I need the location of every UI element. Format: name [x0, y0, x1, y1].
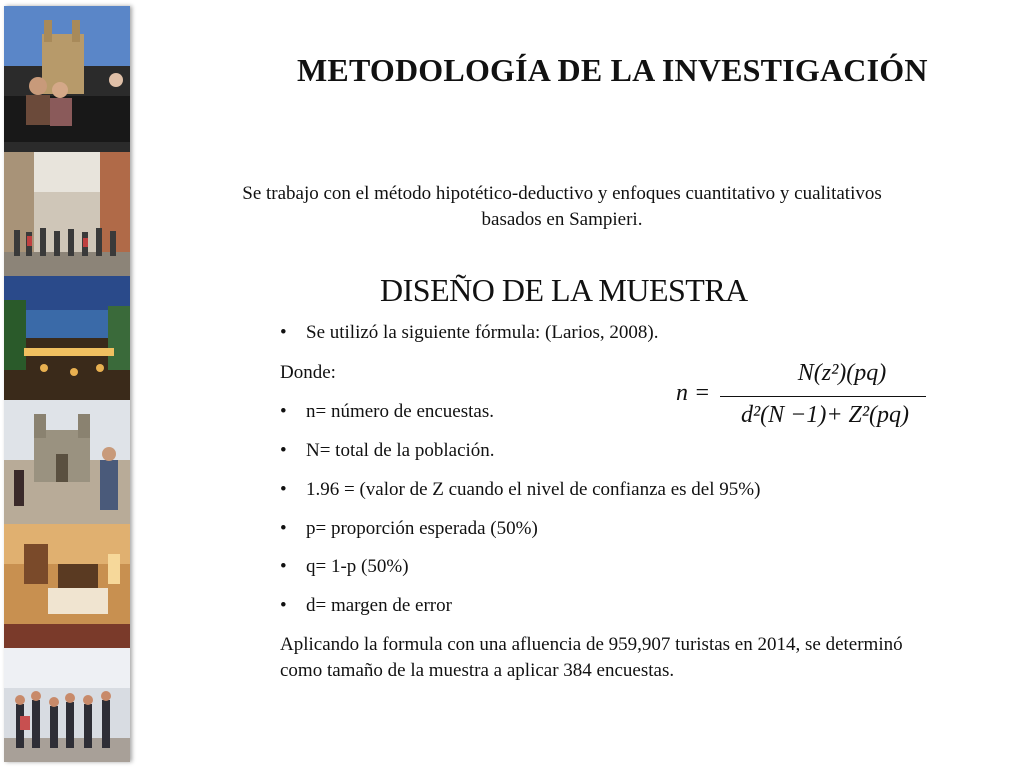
definition-item [280, 518, 538, 540]
definition-text: p= proporción esperada (50%) [306, 518, 538, 539]
formula-numerator: N(z²)(pq) [797, 360, 887, 386]
definition-item [280, 401, 494, 423]
definition-text: d= margen de error [306, 595, 452, 616]
photo-church-plaza [4, 400, 130, 527]
definition-item [280, 440, 495, 462]
where-label: Donde: [280, 362, 336, 383]
definition-text: q= 1-p (50%) [306, 556, 409, 577]
definition-text: N= total de la población. [306, 440, 495, 461]
photo-cathedral-people [4, 6, 130, 155]
definition-text: n= número de encuestas. [306, 401, 494, 422]
fraction-bar [720, 396, 926, 397]
formula-denominator: d²(N −1)+ Z²(pq) [740, 402, 910, 428]
definition-item [280, 556, 409, 578]
conclusion-paragraph: Aplicando la formula con una afluencia de 959,907 turistas en 2014, se determinó como tamaño de la muestra a aplicar 384 encuestas. [280, 634, 903, 681]
formula-intro-text: Se utilizó la siguiente fórmula: (Larios, 2008). [306, 322, 659, 343]
page-title: METODOLOGÍA DE LA INVESTIGACIÓN [297, 52, 928, 88]
photo-hotel-room [4, 524, 130, 651]
formula-lhs: n = [676, 380, 711, 406]
definition-text: 1.96 = (valor de Z cuando el nivel de confianza es del 95%) [306, 479, 761, 500]
formula-intro-bullet [280, 322, 658, 344]
photo-strip [4, 6, 130, 762]
definition-item [280, 595, 452, 617]
photo-tourists-walking [4, 648, 130, 762]
photo-terrace-night [4, 276, 130, 403]
section-subtitle: DISEÑO DE LA MUESTRA [380, 272, 748, 308]
intro-paragraph: Se trabajo con el método hipotético-deductivo y enfoques cuantitativo y cualitativos basados en Sampieri. [242, 183, 882, 230]
photo-street-crowd [4, 152, 130, 279]
definition-item [280, 479, 760, 501]
sample-size-formula [676, 358, 936, 438]
